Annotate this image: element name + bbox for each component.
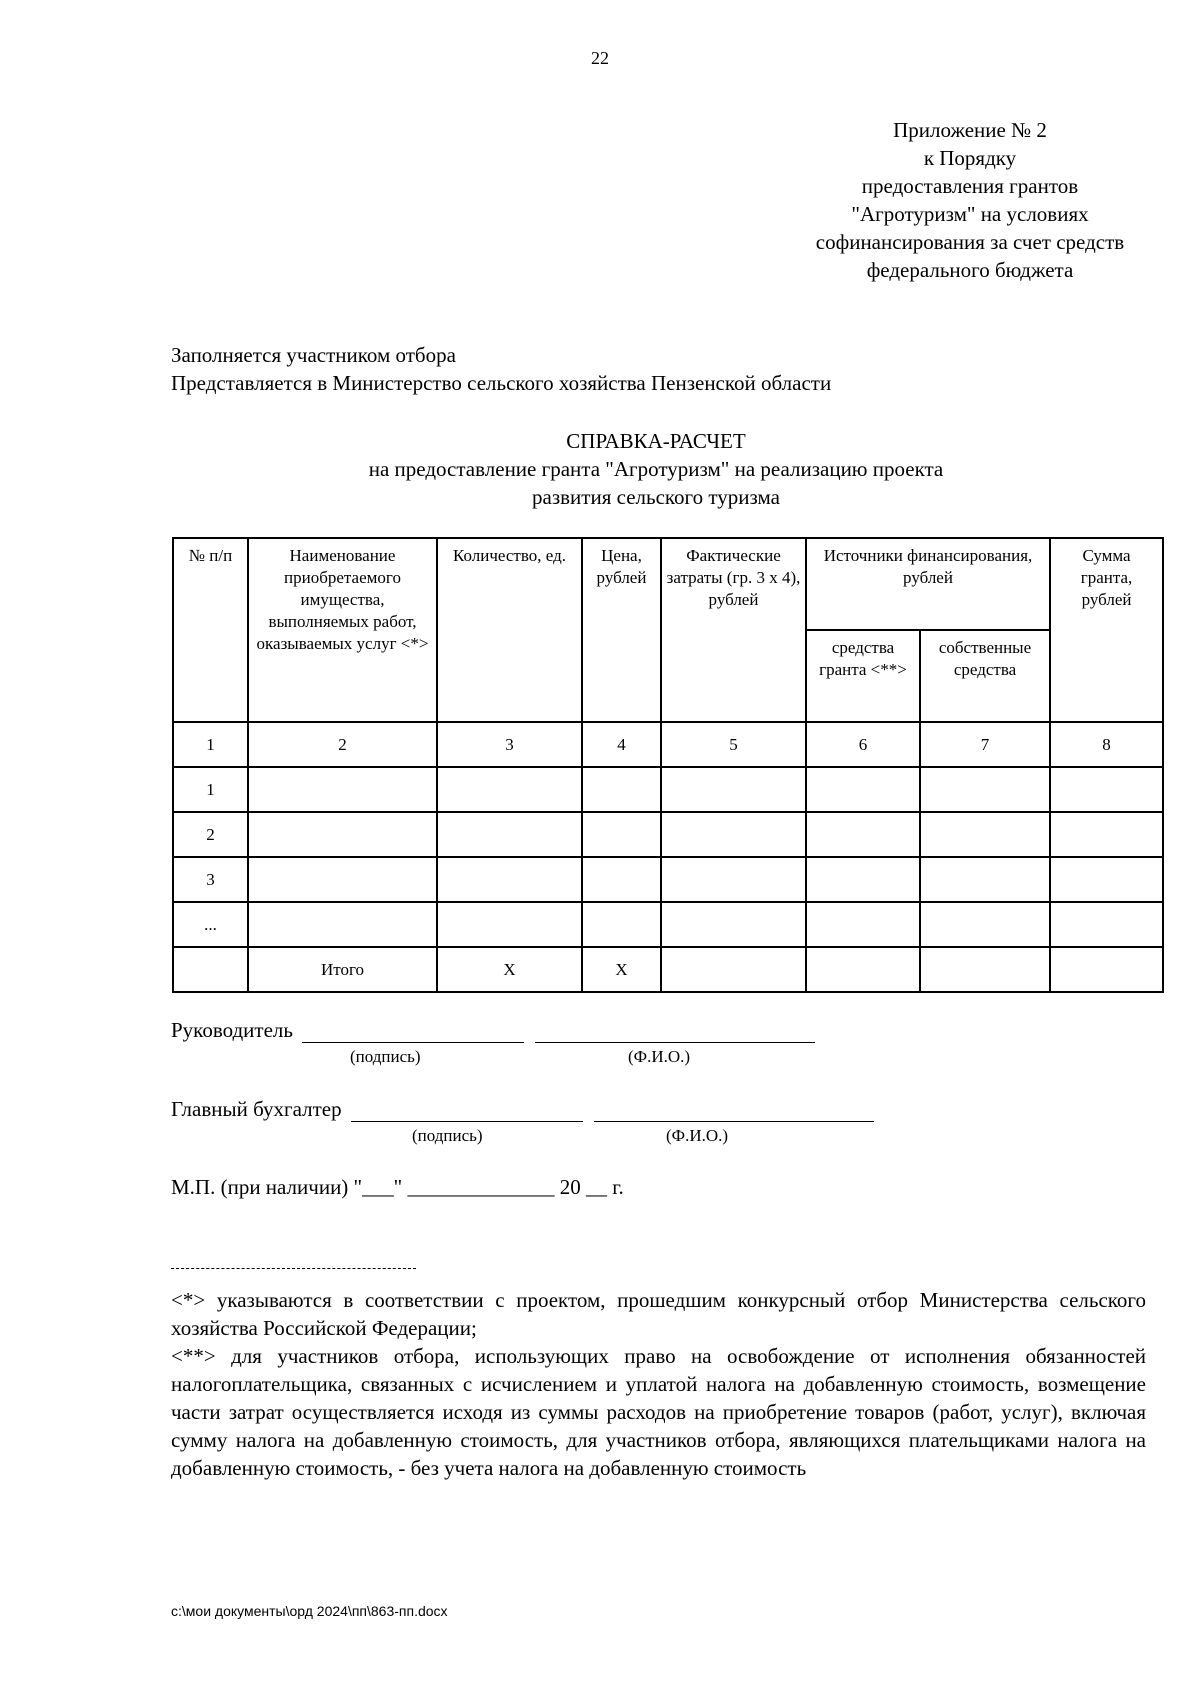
table-cell[interactable] <box>248 767 437 812</box>
header-funding-sources: Источники финансирования, рублей <box>806 538 1050 630</box>
column-number: 2 <box>248 722 437 767</box>
table-row <box>173 812 1163 857</box>
head-label: Руководитель <box>171 1018 293 1042</box>
title-main: СПРАВКА-РАСЧЕТ <box>566 429 746 453</box>
table-cell[interactable] <box>806 767 920 812</box>
table-row <box>173 902 1163 947</box>
appendix-line: софинансирования за счет средств <box>815 230 1125 254</box>
table-row <box>173 857 1163 902</box>
document-title <box>171 427 1141 511</box>
table-cell[interactable] <box>661 857 806 902</box>
head-signature-field[interactable] <box>302 1020 524 1043</box>
footnote: <**> для участников отбора, использующих право на освобождение от исполнения обязанностей налогоплательщика, связанных с исчислением и уплатой налога на добавленную стоимость, возмещение части затрат осуществляется исходя из суммы расходов на приобретение товаров (работ, услуг), включая сумму налога на добавленную стоимость, для участников отбора, являющихся плательщиками налога на добавленную стоимость, - без учета налога на добавленную стоимость <box>171 1344 1146 1480</box>
footnote: <*> указываются в соответствии с проектом, прошедшим конкурсный отбор Министерства сельского хозяйства Российской Федерации; <box>171 1288 1146 1340</box>
appendix-line: Приложение № 2 <box>893 118 1047 142</box>
table-cell[interactable] <box>248 812 437 857</box>
table-cell[interactable] <box>437 812 582 857</box>
total-label: Итого <box>248 947 437 992</box>
table-cell[interactable] <box>1050 902 1163 947</box>
table-cell[interactable] <box>248 902 437 947</box>
column-number-row <box>173 722 1163 767</box>
table-cell[interactable] <box>806 812 920 857</box>
accountant-label: Главный бухгалтер <box>171 1097 342 1121</box>
column-number: 7 <box>920 722 1050 767</box>
total-price-mark: X <box>582 947 661 992</box>
column-number: 3 <box>437 722 582 767</box>
calculation-table <box>172 537 1164 993</box>
appendix-line: "Агротуризм" на условиях <box>851 202 1089 226</box>
table-cell[interactable] <box>248 857 437 902</box>
total-quantity-mark: X <box>437 947 582 992</box>
head-name-field[interactable] <box>535 1020 815 1043</box>
row-number: ... <box>173 902 248 947</box>
table-cell[interactable] <box>661 902 806 947</box>
header-grant-funds: средства гранта <**> <box>806 630 920 722</box>
appendix-block <box>760 116 1180 284</box>
table-cell[interactable] <box>920 902 1050 947</box>
table-cell[interactable] <box>582 857 661 902</box>
table-cell[interactable] <box>1050 812 1163 857</box>
footnotes <box>171 1286 1146 1482</box>
table-cell[interactable] <box>806 947 920 992</box>
table-cell[interactable] <box>661 812 806 857</box>
table-cell[interactable] <box>920 812 1050 857</box>
title-sub: развития сельского туризма <box>532 485 780 509</box>
table-cell[interactable] <box>582 902 661 947</box>
stamp-date-line: М.П. (при наличии) "___" ______________ 20 __ г. <box>171 1175 624 1199</box>
header-price: Цена, рублей <box>582 538 661 722</box>
name-caption: (Ф.И.О.) <box>628 1047 691 1066</box>
table-cell[interactable] <box>1050 767 1163 812</box>
header-own-funds: собственные средства <box>920 630 1050 722</box>
table-cell[interactable] <box>920 947 1050 992</box>
appendix-line: предоставления грантов <box>861 174 1079 198</box>
column-number: 6 <box>806 722 920 767</box>
table-cell[interactable] <box>806 902 920 947</box>
accountant-name-field[interactable] <box>594 1099 874 1122</box>
column-number: 1 <box>173 722 248 767</box>
signature-caption: (подпись) <box>350 1047 421 1066</box>
total-row <box>173 947 1163 992</box>
table-cell[interactable] <box>661 767 806 812</box>
table-cell[interactable] <box>661 947 806 992</box>
table-cell[interactable] <box>1050 947 1163 992</box>
title-sub: на предоставление гранта "Агротуризм" на реализацию проекта <box>368 457 944 481</box>
row-number: 3 <box>173 857 248 902</box>
table-cell[interactable] <box>437 857 582 902</box>
file-path: c:\мои документы\орд 2024\пп\863-пп.docx <box>171 1603 448 1619</box>
accountant-signature-field[interactable] <box>351 1099 583 1122</box>
appendix-line: к Порядку <box>923 146 1017 170</box>
column-number: 5 <box>661 722 806 767</box>
table-cell[interactable] <box>582 812 661 857</box>
header-quantity: Количество, ед. <box>437 538 582 722</box>
table-row <box>173 767 1163 812</box>
table-cell[interactable] <box>582 767 661 812</box>
column-number: 4 <box>582 722 661 767</box>
table-cell <box>173 947 248 992</box>
filled-by-text: Заполняется участником отбора <box>171 343 456 367</box>
row-number: 1 <box>173 767 248 812</box>
head-signature-line <box>171 1018 815 1043</box>
header-actual-costs: Фактические затраты (гр. 3 x 4), рублей <box>661 538 806 722</box>
table-cell[interactable] <box>920 857 1050 902</box>
header-number: № п/п <box>173 538 248 722</box>
header-item-name: Наименование приобретаемого имущества, выполняемых работ, оказываемых услуг <*> <box>248 538 437 722</box>
column-number: 8 <box>1050 722 1163 767</box>
appendix-line: федерального бюджета <box>866 258 1074 282</box>
accountant-signature-line <box>171 1097 874 1122</box>
row-number: 2 <box>173 812 248 857</box>
table-cell[interactable] <box>437 902 582 947</box>
table-cell[interactable] <box>1050 857 1163 902</box>
header-grant-amount: Сумма гранта, рублей <box>1050 538 1163 722</box>
page-number: 22 <box>591 48 609 68</box>
signature-caption: (подпись) <box>412 1126 483 1145</box>
table-cell[interactable] <box>437 767 582 812</box>
intro-block <box>171 341 831 397</box>
submitted-to-text: Представляется в Министерство сельского хозяйства Пензенской области <box>171 371 832 395</box>
name-caption: (Ф.И.О.) <box>666 1126 729 1145</box>
table-cell[interactable] <box>806 857 920 902</box>
table-cell[interactable] <box>920 767 1050 812</box>
footnote-separator <box>171 1268 416 1269</box>
